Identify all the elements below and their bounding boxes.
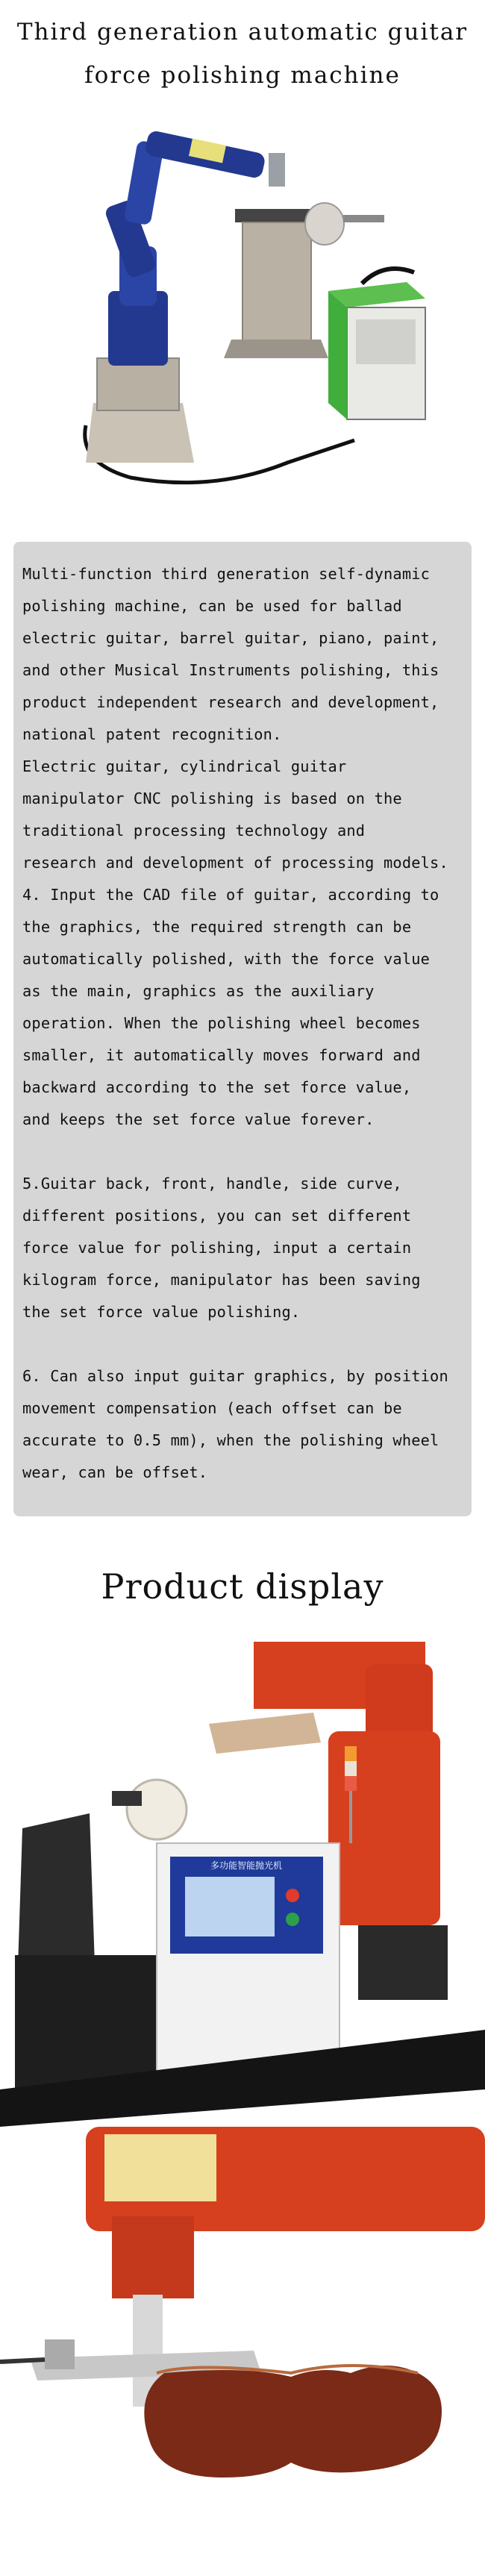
description-block-1: Multi-function third generation self-dynamic polishing machine, can be used for ballad electric guitar, barrel guitar, piano, paint, and other Musical Instruments polishing, this product independent research and development, national patent recognition. Electric guitar, cylindrical guitar manipulator CNC polishing is based on the traditional processing technology and research and development of processing models. [22,565,448,872]
console-panel-label: 多功能智能抛光机 [210,1860,283,1871]
description-block-3: 5.Guitar back, front, handle, side curve, different positions, you can set different force value for polishing, input a certain kilogram force, manipulator has been saving the set force value polishing. [22,1175,421,1321]
product-photo-console [0,1642,485,2127]
section-title-product-display: Product display [101,1566,384,1607]
hero-robot-image [63,112,451,500]
page-title-line2: force polishing machine [84,62,401,89]
page-title-line1: Third generation automatic guitar [16,19,469,46]
description-panel [13,542,472,1516]
description-block-4: 6. Can also input guitar graphics, by position movement compensation (each offset can be accurate to 0.5 mm), when the polishing wheel wear, can be offset. [22,1367,448,1481]
product-photo-guitar-polishing [0,2127,485,2576]
description-block-2: 4. Input the CAD file of guitar, according to the graphics, the required strength can be automatically polished, with the force value as the main, graphics as the auxiliary operation. When the polishing wheel becomes smaller, it automatically moves forward and backward according to the set force value, and keeps the set force value forever. [22,886,439,1128]
